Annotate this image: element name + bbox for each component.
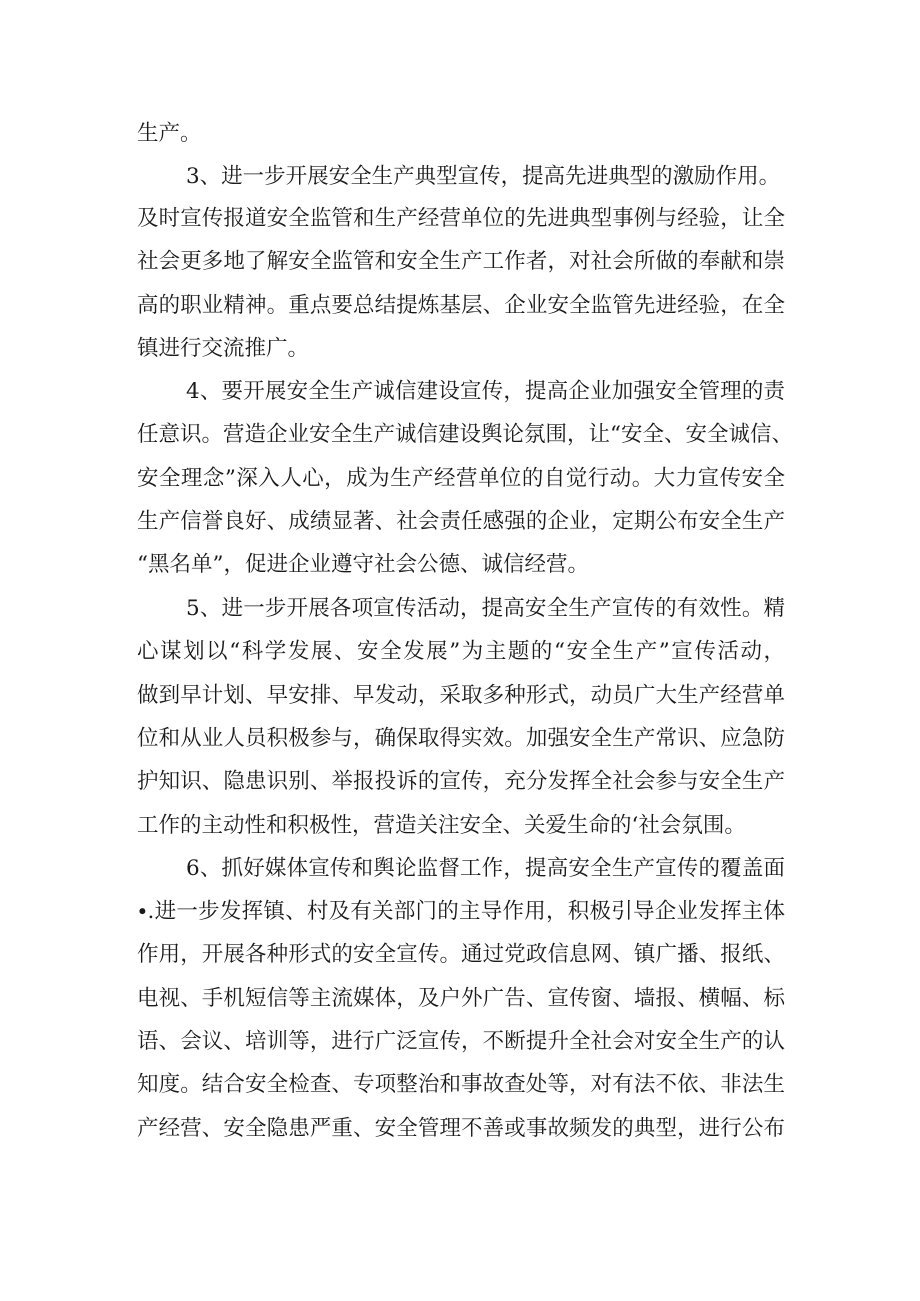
text-line: 位和从业人员积极参与，确保取得实效。加强安全生产常识、应急防	[137, 726, 785, 751]
text-line: 工作的主动性和积极性，营造关注安全、关爱生命的‘社会氛围。	[137, 813, 746, 838]
text-line: 生产。	[137, 121, 202, 146]
text-line: 作用，开展各种形式的安全宣传。通过党政信息网、镇广播、报纸、	[137, 942, 785, 967]
paragraph-3-heading-line: 3、进一步开展安全生产典型宣传，提高先进典型的激励作用。	[186, 164, 781, 189]
text-line: 产经营、安全隐患严重、安全管理不善或事故频发的典型，进行公布	[137, 1116, 785, 1141]
text-line: 社会更多地了解安全监管和安全生产工作者，对社会所做的奉献和崇	[137, 249, 785, 274]
paragraph-5-heading-line: 5、进一步开展各项宣传活动，提高安全生产宣传的有效性。精	[186, 596, 785, 621]
text-line: 安全理念”深入人心，成为生产经营单位的自觉行动。大力宣传安全	[137, 466, 785, 491]
text-line: 做到早计划、早安排、早发动，采取多种形式，动员广大生产经营单	[137, 683, 785, 708]
text-line: 知度。结合安全检查、专项整治和事故查处等，对有法不依、非法生	[137, 1072, 785, 1097]
text-line: 及时宣传报道安全监管和生产经营单位的先进典型事例与经验，让全	[137, 206, 785, 231]
text-line: 镇进行交流推广。	[137, 336, 310, 361]
text-line: 高的职业精神。重点要总结提炼基层、企业安全监管先进经验，在全	[137, 293, 785, 318]
paragraph-4-heading-line: 4、要开展安全生产诚信建设宣传，提高企业加强安全管理的责	[186, 379, 785, 404]
text-line: 心谋划以“科学发展、安全发展”为主题的“安全生产”宣传活动，	[137, 639, 785, 664]
text-line: ∙.进一步发挥镇、村及有关部门的主导作用，积极引导企业发挥主体	[137, 899, 785, 924]
text-line: 语、会议、培训等，进行广泛宣传，不断提升全社会对安全生产的认	[137, 1029, 785, 1054]
paragraph-6-heading-line: 6、抓好媒体宣传和舆论监督工作，提高安全生产宣传的覆盖面	[186, 856, 785, 881]
text-line: 生产信誉良好、成绩显著、社会责任感强的企业，定期公布安全生产	[137, 509, 785, 534]
text-line: 任意识。营造企业安全生产诚信建设舆论氛围，让“安全、安全诚信、	[137, 422, 793, 447]
text-line: 电视、手机短信等主流媒体，及户外广告、宣传窗、墙报、横幅、标	[137, 986, 785, 1011]
text-line: “黑名单”，促进企业遵守社会公德、诚信经营。	[137, 552, 589, 577]
text-line: 护知识、隐患识别、举报投诉的宣传，充分发挥全社会参与安全生产	[137, 769, 785, 794]
